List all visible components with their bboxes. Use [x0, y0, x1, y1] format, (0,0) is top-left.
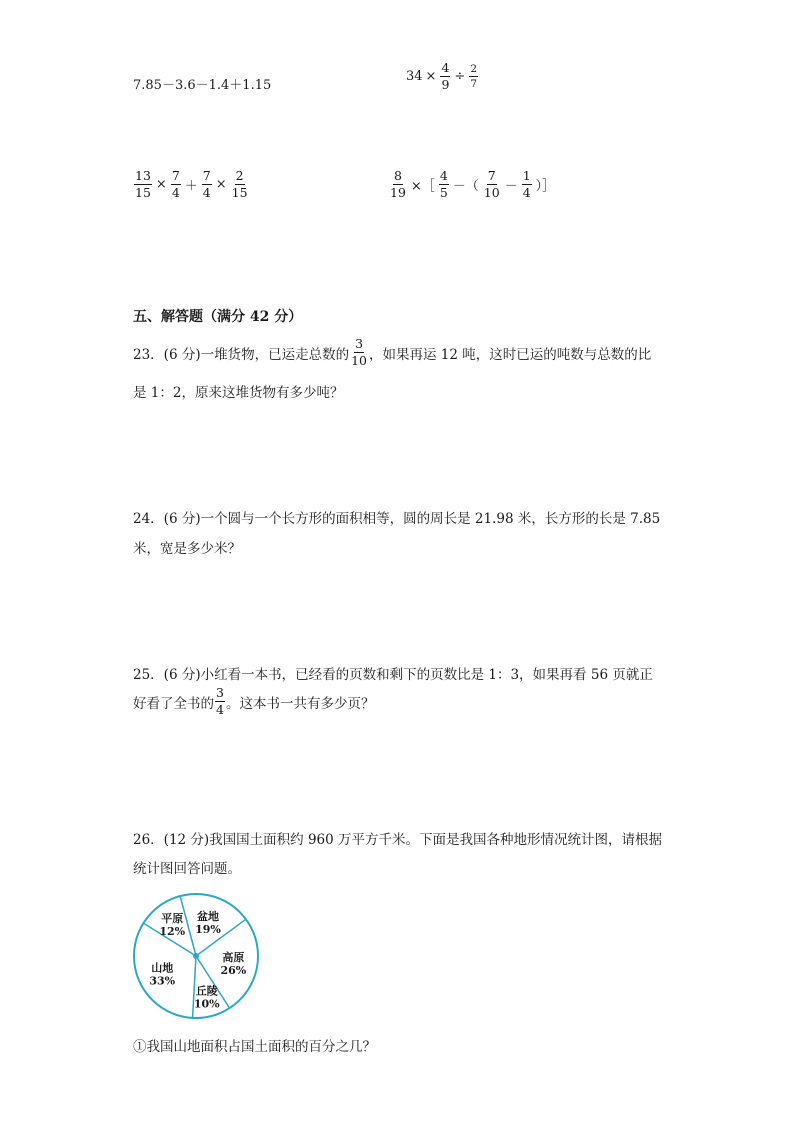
expression-4	[388, 170, 558, 199]
q23-text: 23．(6 分)一堆货物，已运走总数的	[133, 346, 350, 363]
fraction	[171, 170, 181, 199]
numerator: 3	[355, 336, 364, 351]
numerator: 4	[439, 168, 448, 183]
q25-text: 。这本书一共有多少页？	[225, 695, 375, 712]
numerator: 13	[135, 168, 151, 183]
question-25-line-1: 25．(6 分)小红看一本书，已经看的页数和剩下的页数比是 1：3，如果再看 56 页就正	[133, 667, 653, 683]
pie-slice-name: 高原	[222, 950, 245, 964]
denominator: 10	[351, 352, 367, 368]
question-26-line-1: 26．(12 分)我国国土面积约 960 万平方千米。下面是我国各种地形情况统计图，请根据	[133, 832, 663, 848]
pie-slice-value: 19%	[195, 923, 221, 937]
q23-text: ，如果再运 12 吨，这时已运的吨数与总数的比	[369, 346, 652, 363]
denominator: 5	[439, 184, 448, 200]
denominator: 10	[483, 184, 500, 200]
denominator: 19	[390, 184, 406, 200]
fraction	[231, 170, 249, 199]
fraction	[134, 170, 152, 199]
minus-sign: －	[504, 179, 518, 194]
times-sign: ×	[155, 177, 167, 192]
denominator: 7	[470, 77, 477, 90]
fraction	[215, 687, 225, 716]
pie-center-dot	[193, 953, 199, 959]
q25-text: 好看了全书的	[133, 695, 214, 712]
times-sign: ×	[425, 69, 437, 84]
fraction	[202, 170, 212, 199]
pie-slice-value: 26%	[220, 963, 247, 977]
question-26-line-2: 统计图回答问题。	[133, 861, 241, 877]
denominator: 9	[441, 76, 450, 92]
section-title: 五、解答题（满分 42 分）	[133, 309, 303, 325]
question-23-line-1	[133, 338, 651, 367]
expression-3	[133, 170, 250, 199]
terrain-pie-chart	[130, 890, 262, 1022]
numerator: 1	[522, 168, 531, 183]
pie-slice-value: 12%	[159, 924, 186, 938]
question-23-line-2: 是 1：2，原来这堆货物有多少吨？	[133, 385, 344, 401]
bracket-text: ×［	[410, 179, 435, 194]
denominator: 15	[231, 184, 248, 200]
question-26-sub-1: ①我国山地面积占国土面积的百分之几？	[133, 1039, 376, 1055]
question-24-line-1: 24．(6 分)一个圆与一个长方形的面积相等，圆的周长是 21.98 米，长方形的长是 7.85	[133, 511, 661, 527]
denominator: 15	[135, 184, 151, 200]
numerator: 4	[441, 60, 450, 75]
denominator: 4	[216, 701, 224, 717]
numerator: 7	[202, 168, 211, 183]
times-sign: ×	[215, 177, 227, 192]
fraction	[439, 170, 449, 199]
expression-1	[133, 74, 271, 93]
pie-slice-name: 平原	[161, 911, 184, 925]
question-25-line-2	[133, 687, 374, 716]
denominator: 4	[202, 184, 211, 200]
close-bracket-text: ）］	[535, 179, 556, 194]
fraction	[483, 170, 501, 199]
pie-slice-value: 10%	[193, 997, 220, 1011]
expr2-term: 34	[406, 69, 423, 84]
fraction	[469, 64, 478, 89]
pie-slice-name: 丘陵	[195, 984, 218, 998]
fraction	[522, 170, 532, 199]
minus-paren-text: －（	[452, 179, 479, 194]
pie-slice-name: 盆地	[196, 910, 219, 924]
fraction	[440, 62, 450, 91]
divide-sign: ÷	[454, 69, 466, 84]
numerator: 3	[216, 685, 224, 700]
expression-2	[406, 62, 479, 91]
pie-slice-value: 33%	[149, 974, 176, 988]
denominator: 4	[171, 184, 180, 200]
denominator: 4	[522, 184, 531, 200]
numerator: 7	[487, 168, 496, 183]
pie-slice-name: 山地	[151, 961, 174, 975]
numerator: 7	[171, 168, 180, 183]
question-24-line-2: 米，宽是多少米？	[133, 541, 241, 557]
numerator: 2	[235, 168, 244, 183]
numerator: 8	[393, 168, 402, 183]
expression-1-text: 7.85－3.6－1.4＋1.15	[133, 78, 272, 93]
fraction	[350, 338, 368, 367]
plus-sign: ＋	[184, 179, 198, 194]
fraction	[389, 170, 407, 199]
numerator: 2	[470, 63, 477, 75]
